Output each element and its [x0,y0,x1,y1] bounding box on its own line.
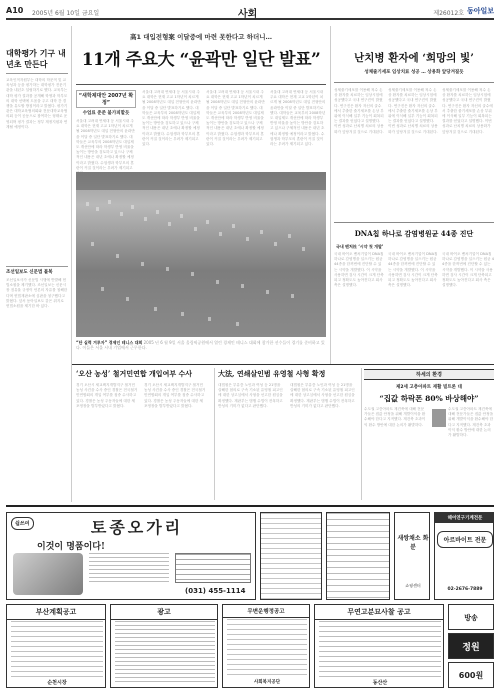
right-headline: 난치병 환자에 ‘희망의 빛’ [354,52,474,64]
lead-kicker: 高1 대입전형案 이달중에 마련 못한다고 하더니… [129,33,273,41]
notice-1-footer: 순천시장 [47,680,67,686]
notice-3 [222,604,310,688]
right-body-col2: 성체줄기세포를 이용해 척수 손상 환자를 치료하는 임상시험에 성공했다고 국내 연구진이 밝혔다. 연구진은 환자 자신의 골수에서 추출한 줄기세포를 손상 부위에 이식해 일부 기능이 회복되는 결과를 얻었다고 설명했다. 이번 성과로 난치병 치료의 상용화가 앞당겨질 것으로 기대된다. [388,88,438,134]
ad-title: 토종오가리 [90,518,184,537]
right-body2-col2: 국내 바이오 벤처기업이 DNA칩 하나로 감염병을 일으키는 원균 44종을 한꺼번에 진단할 수 있는 시약을 개발했다. 이 시약을 사용하면 검사 시간이 크게 단축되고 정확도도 높아진다고 회사 측은 설명했다. [388,252,438,288]
mid-story-2 [218,369,358,499]
ad-body-block [89,553,169,583]
left-body: 교육인적자원부는 대학의 학문적 및 교육성과 등을 평가하는 대학평가 전문기관을 내년초 설립하기로 했다. 교육부는 대학 평가 결과를 공개해 학생과 학부모의 대학 선택에 도움을 주고 대학 간 경쟁을 유도할 방침이라고 밝혔다. 평가기관은 대학교육협의회와 전문대학교육협의회 등이 공동으로 참여하는 형태로 운영되며 평가 결과는 정부 재정지원과 연계될 예정이다. [6,78,68,129]
lead-headline: 11개 주요大 “윤곽만 일단 발표” [81,50,321,70]
notice-1 [6,604,106,688]
mid-story-1-headline: ‘오산 농성’ 철거민연합 개입여부 수사 [76,369,193,378]
lead-body-col4: 서울대 고려대 연세대 등 서울시내 주요 대학은 현재 고교 1학년이 치르게 될 2008학년도 대입 전형안의 윤곽만을 이달 중 일단 발표하기로 했다. 대학들은 교육부의 2008학년도 대입제도 개선안에 따라 학생부 반영 비율을 높이는 방안을 검토하고 있으나 구체적인 내용은 내년 초에나 확정할 예정이라고 밝혔다. 수험생과 학부모의 혼란이 커질 것이라는 우려가 제기되고 있다. [270,90,326,147]
masthead [6,4,494,20]
right-column [334,26,494,366]
ad-vegetable-pots [394,512,430,600]
notice-4 [314,604,444,688]
environment-headline: “집값 하락폰 80% 바상해야” [379,394,479,403]
hair-machine-top: 헤어연구기계전문 [435,513,494,523]
lead-body-col3: 서울대 고려대 연세대 등 서울시내 주요 대학은 현재 고교 1학년이 치르게 될 2008학년도 대입 전형안의 윤곽만을 이달 중 일단 발표하기로 했다. 대학들은 교육부의 2008학년도 대입제도 개선안에 따라 학생부 반영 비율을 높이는 방안을 검토하고 있으나 구체적인 내용은 내년 초에나 확정할 예정이라고 밝혔다. 수험생과 학부모의 혼란이 커질 것이라는 우려가 제기되고 있다. [206,90,265,147]
vegetable-pots-sub: 쇼핑센터 [405,583,421,588]
small-ad-1 [448,604,494,630]
left-headline-2: 조선일보도 신문법 불복 [6,266,68,276]
small-ad-1-label: 방송 [464,614,478,622]
issue-date: 2005년 6월 10일 금요일 [32,10,100,17]
ad-right-2 [326,512,390,600]
right-body2-col1: 국내 바이오 벤처기업이 DNA칩 하나로 감염병을 일으키는 원균 44종을 한꺼번에 진단할 수 있는 시약을 개발했다. 이 시약을 사용하면 검사 시간이 크게 단축되고 정확도도 높아진다고 회사 측은 설명했다. [334,252,384,288]
vegetable-pots-title: 새쌍채소 화분 [397,535,429,551]
photo-caption: “단 실력 겨루자” 경제인 테니스 대회 [76,340,143,345]
ad-hair-machine [434,512,494,600]
right-headline-2: DNA칩 하나로 감염병원균 44종 진단 [354,229,474,238]
notice-2 [110,604,218,688]
left-column [6,26,68,366]
notice-3-title: 무변운행정공고 [223,605,309,618]
mid-story-2-headline: 大法, 연쇄살인범 유영철 사형 확정 [218,369,326,378]
lead-story [76,24,326,354]
ad-slogan: 이것이 명품이다! [37,542,105,552]
lead-subtitle-2: 수업료 준준 불가피할듯 [82,111,130,116]
environment-body-col2: 수도권 고층아파트 재건축에 대해 전문가들은 집값 안정을 위해 개발이익을 환수해야 한다고 지적했다. 재건축 초과이익 환수 방안에 대한 논의가 활발하다. [448,407,494,438]
hair-machine-mid: 아르바이트 전문 [437,531,493,548]
main-advertisement [6,512,256,600]
mid-story-1-col1: 경기 오산시 세교택지개발지구 철거민 농성 사건을 수사 중인 경찰은 전국철거민연합회의 개입 여부를 집중 수사하고 있다. 경찰은 농성 주동자들에 대한 체포영장을 발부받았다고 밝혔다. [76,383,138,408]
section-title: 사회 [238,9,258,20]
environment-body-col1: 수도권 고층아파트 재건축에 대해 전문가들은 집값 안정을 위해 개발이익을 환수해야 한다고 지적했다. 재건축 초과이익 환수 방안에 대한 논의가 활발하다. [364,407,426,427]
page-number: A10 [6,6,24,15]
lead-subtitle: “새학제대안 2007년 확정” [76,90,136,108]
ad-phone: (031) 455-1114 [185,587,246,595]
small-ad-3-label: 600원 [458,671,484,680]
right-subheadline-2: 국내 벤처社 ‘시약 첫 개발’ [336,244,384,249]
notice-2-title: 광고 [111,605,217,620]
ad-right-1 [260,512,322,600]
hair-machine-phone: 02-2676-7889 [447,587,483,592]
mid-story-2-col1: 대법원은 부유층 노인과 여성 등 21명을 살해한 혐의로 구속 기소된 유영철 피고인에 대한 상고심에서 사형을 선고한 원심을 확정했다. 재판부는 범행 수법이 잔혹하고 반성의 기미가 없다고 판단했다. [218,383,283,408]
ad-table-block [175,553,251,583]
newspaper-logo: 동아일보 [466,7,494,15]
small-ad-3 [448,662,494,688]
mid-story-1 [76,369,211,499]
notice-3-footer: 사회복지공단 [253,680,281,685]
right-body-col3: 성체줄기세포를 이용해 척수 손상 환자를 치료하는 임상시험에 성공했다고 국내 연구진이 밝혔다. 연구진은 환자 자신의 골수에서 추출한 줄기세포를 손상 부위에 이식해 일부 기능이 회복되는 결과를 얻었다고 설명했다. 이번 성과로 난치병 치료의 상용화가 앞당겨질 것으로 기대된다. [442,88,493,134]
notice-1-title: 부산계획공고 [7,605,105,620]
ad-badge: 쉽쓰여 [11,517,34,530]
left-body-2: 조선일보사가 신문법 시행에 반발해 헌법소원을 제기했다. 조선일보는 신문시장 점유율 규정이 언론의 자유를 침해한다며 헌법재판소에 심판을 청구했다고 밝혔다. 앞서 동아일보도 같은 취지로 헌법소원을 제기한 바 있다. [6,278,68,309]
environment-kicker: 제2세 고층아파트 재활 빌트론 대 [396,385,462,390]
issue-number: 제26012호 [433,10,464,17]
environment-label: 하세의 환경 [364,369,494,380]
right-body-col1: 성체줄기세포를 이용해 척수 손상 환자를 치료하는 임상시험에 성공했다고 국내 연구진이 밝혔다. 연구진은 환자 자신의 골수에서 추출한 줄기세포를 손상 부위에 이식해 일부 기능이 회복되는 결과를 얻었다고 설명했다. 이번 성과로 난치병 치료의 상용화가 앞당겨질 것으로 기대된다. [334,88,384,134]
lead-photo [76,172,326,337]
right-body2-col3: 국내 바이오 벤처기업이 DNA칩 하나로 감염병을 일으키는 원균 44종을 한꺼번에 진단할 수 있는 시약을 개발했다. 이 시약을 사용하면 검사 시간이 크게 단축되고 정확도도 높아진다고 회사 측은 설명했다. [442,252,494,288]
notice-4-title: 무연고분묘사찰 공고 [315,605,443,620]
ad-product-photo [13,553,83,595]
right-subheadline: 성체줄기세포 임상치료 성공 … 상용화 앞당겨질듯 [364,70,464,75]
small-ad-2 [448,633,494,659]
notice-4-footer: 동산산 [372,680,388,686]
lead-body-col2: 서울대 고려대 연세대 등 서울시내 주요 대학은 현재 고교 1학년이 치르게 될 2008학년도 대입 전형안의 윤곽만을 이달 중 일단 발표하기로 했다. 대학들은 교육부의 2008학년도 대입제도 개선안에 따라 학생부 반영 비율을 높이는 방안을 검토하고 있으나 구체적인 내용은 내년 초에나 확정할 예정이라고 밝혔다. 수험생과 학부모의 혼란이 커질 것이라는 우려가 제기되고 있다. [142,90,201,147]
photo-credit: 2005 년 6 월 9일 서울 올림픽공원에서 열린 경제인 테니스 대회에 참가한 선수들이 경기를 준비하고 있다. 이들은 서울 시내 기업에서 근무한다. [76,340,325,350]
lead-body-col1: 서울대 고려대 연세대 등 서울시내 주요 대학은 현재 고교 1학년이 치르게 될 2008학년도 대입 전형안의 윤곽만을 이달 중 일단 발표하기로 했다. 대학들은 교육부의 2008학년도 대입제도 개선안에 따라 학생부 반영 비율을 높이는 방안을 검토하고 있으나 구체적인 내용은 내년 초에나 확정할 예정이라고 밝혔다. 수험생과 학부모의 혼란이 커질 것이라는 우려가 제기되고 [76,119,135,170]
environment-box [364,369,494,499]
left-headline: 대학평가 기구 내년초 만든다 [6,48,68,74]
environment-photo [432,409,446,427]
mid-story-1-col2: 경기 오산시 세교택지개발지구 철거민 농성 사건을 수사 중인 경찰은 전국철거민연합회의 개입 여부를 집중 수사하고 있다. 경찰은 농성 주동자들에 대한 체포영장을 발부받았다고 밝혔다. [144,383,206,408]
small-ad-2-label: 정원 [462,643,480,653]
mid-story-2-col2: 대법원은 부유층 노인과 여성 등 21명을 살해한 혐의로 구속 기소된 유영철 피고인에 대한 상고심에서 사형을 선고한 원심을 확정했다. 재판부는 범행 수법이 잔혹하고 반성의 기미가 없다고 판단했다. [290,383,355,408]
